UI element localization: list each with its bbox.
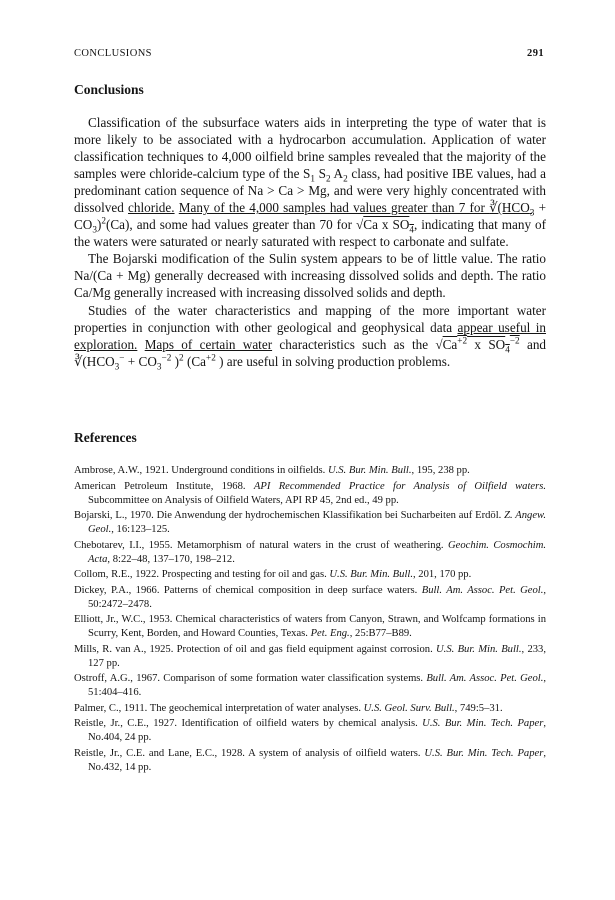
reference-item xyxy=(74,613,546,641)
p3-text: (Ca xyxy=(183,353,206,369)
paragraph-2: The Bojarski modification of the Sulin system appears to be of little value. The ratio Na/(Ca + Mg) generally decreased with increasing dissolved solids and depth. The ratio Ca/Mg generally increased with increasing dissolved solids and depth. xyxy=(74,251,546,301)
p3-underlined: Maps of certain water xyxy=(144,336,273,352)
p1-text: Classification of the subsurface waters aids in interpreting the type of water that is more likely to be associated with a hydrocarbon accumulation. Application of water classification techniques to 4,000 oilfield brine samples revealed that the majority of the samples were chloride-calcium type of the S xyxy=(74,115,546,182)
p1-underlined: chloride. xyxy=(128,200,175,216)
ref-text: Bojarski, L., 1970. Die Anwendung der hydrochemischen Klassifikation bei Sucharbeiten auf Erdöl. xyxy=(74,510,505,522)
ref-text: , 16:123–125. xyxy=(111,524,170,535)
reference-item xyxy=(74,747,546,775)
ref-text: Ostroff, A.G., 1967. Comparison of some formation water classification systems. xyxy=(74,673,427,685)
ref-text: Ambrose, A.W., 1921. Underground conditions in oilfields. xyxy=(74,465,328,476)
p3-text xyxy=(137,337,144,352)
cube-root-symbol: ∛ xyxy=(74,353,83,369)
ref-text: , 8:22–48, 137–170, 198–212. xyxy=(107,553,235,565)
p1-text: class, had positive IBE values, had a predominant cation sequence of Na > Ca > Mg, and were very highly concentrated with dissolved xyxy=(74,166,547,216)
ref-text: , 233, 127 pp. xyxy=(88,643,547,669)
p3-text: + CO xyxy=(124,353,157,369)
ref-source: U.S. Bur. Min. Bull. xyxy=(329,569,413,581)
reference-item xyxy=(74,509,546,537)
p1-text: (Ca), and some had values greater than 70 for xyxy=(105,217,357,233)
p3-text: x SO xyxy=(467,336,506,352)
p1-sup: 2 xyxy=(101,215,106,226)
reference-item xyxy=(74,480,546,508)
ref-text: Collom, R.E., 1922. Prospecting and testing for oil and gas. xyxy=(74,569,330,581)
ref-source: U.S. Bur. Min. Bull. xyxy=(327,465,412,476)
p3-text: and xyxy=(519,336,547,352)
p3-sup: +2 xyxy=(457,335,468,346)
reference-item xyxy=(74,584,546,612)
conclusions-heading: Conclusions xyxy=(74,82,144,97)
ref-text: Reistle, Jr., C.E., 1927. Identification of oilfield waters by chemical analysis. xyxy=(74,718,423,730)
ref-text: Palmer, C., 1911. The geochemical interpretation of water analyses. xyxy=(74,702,364,714)
ref-source: Geochim. Cosmochim. Acta xyxy=(88,539,547,565)
radicand xyxy=(442,335,520,355)
ref-text: American Petroleum Institute, 1968. xyxy=(74,480,254,492)
sqrt-expression xyxy=(356,217,414,235)
reference-item xyxy=(74,464,546,478)
p1-sub: 1 xyxy=(310,173,316,184)
reference-item xyxy=(74,568,546,582)
ref-source: U.S. Geol. Surv. Bull. xyxy=(363,702,455,714)
ref-source: Bull. Am. Assoc. Pet. Geol. xyxy=(421,584,544,596)
ref-text: , 749:5–31. xyxy=(454,702,503,714)
ref-source: Z. Angew. Geol. xyxy=(88,510,546,535)
ref-text: , No.432, 14 pp. xyxy=(88,747,546,773)
ref-text: , 50:2472–2478. xyxy=(88,584,547,610)
p3-sub: 3 xyxy=(114,361,120,372)
p1-text: A xyxy=(330,166,344,182)
ref-text: , 25:B77–B89. xyxy=(349,628,412,640)
running-header xyxy=(74,48,544,64)
p1-text: S xyxy=(315,166,327,182)
running-title: CONCLUSIONS xyxy=(74,48,152,59)
ref-source: U.S. Bur. Min. Tech. Paper xyxy=(422,718,544,730)
reference-item xyxy=(74,539,546,567)
p1-underlined-group xyxy=(178,200,535,218)
conclusions-body xyxy=(74,114,546,370)
ref-text: Chebotarev, I.I., 1955. Metamorphism of natural waters in the crust of weathering. xyxy=(74,539,448,551)
sqrt-expression xyxy=(435,335,520,355)
p3-text: ) xyxy=(171,353,180,369)
radicand xyxy=(363,217,414,235)
p1-text: ) xyxy=(96,217,102,233)
p3-sup: +2 xyxy=(205,352,216,363)
p1-text: Ca x SO xyxy=(363,217,410,233)
reference-item xyxy=(74,672,546,700)
ref-source: U.S. Bur. Min. Bull. xyxy=(436,643,522,655)
ref-text: Dickey, P.A., 1966. Patterns of chemical composition in deep surface waters. xyxy=(74,584,422,596)
reference-item xyxy=(74,717,546,745)
ref-text: Elliott, Jr., W.C., 1953. Chemical characteristics of waters from Canyon, Strawn, and Wolfcamp formations in Scurry, Kent, Borden, and Howard Counties, Texas. xyxy=(74,614,546,640)
page-number: 291 xyxy=(527,48,544,59)
p1-underlined: (HCO xyxy=(497,200,530,216)
p3-text: (HCO xyxy=(82,353,115,369)
p1-sub: 3 xyxy=(529,207,535,218)
ref-source: U.S. Bur. Min. Tech. Paper xyxy=(424,747,544,759)
paragraph-1 xyxy=(74,114,546,250)
p3-text: characteristics such as the xyxy=(272,336,436,352)
references-heading: References xyxy=(74,430,137,445)
cube-root-symbol: ∛ xyxy=(489,200,498,216)
p3-text: Studies of the water characteristics and mapping of the more important water properties in conjunction with other geological and geophysical data xyxy=(74,302,546,335)
ref-text: , 201, 170 pp. xyxy=(412,569,472,581)
p1-sub: 4 xyxy=(409,224,414,235)
reference-item xyxy=(74,643,546,671)
p3-sup: −2 xyxy=(509,335,520,346)
p3-text: Ca xyxy=(442,336,458,352)
ref-text: , 195, 238 pp. xyxy=(411,465,470,476)
p3-text: ) are useful in solving production problems. xyxy=(215,353,451,369)
p1-text: , indicating that many of the waters were saturated or nearly saturated with respect to carbonate and sulfate. xyxy=(74,217,547,250)
ref-source: API Recommended Practice for Analysis of Oilfield waters. xyxy=(253,480,546,492)
ref-source: Bull. Am. Assoc. Pet. Geol. xyxy=(426,673,544,685)
p1-underlined: Many of the 4,000 samples had values greater than 7 for xyxy=(178,200,490,216)
p1-sub: 3 xyxy=(92,224,97,235)
reference-item xyxy=(74,702,546,716)
ref-text: , 51:404–416. xyxy=(88,673,547,699)
p3-sup: 2 xyxy=(179,352,184,363)
p3-sup: −2 xyxy=(161,352,172,363)
ref-text: Reistle, Jr., C.E. and Lane, E.C., 1928. A system of analysis of oilfield waters. xyxy=(74,747,425,759)
ref-text: Mills, R. van A., 1925. Protection of oil and gas field equipment against corrosion. xyxy=(74,643,437,655)
p3-sub: 3 xyxy=(156,361,162,372)
sqrt-symbol: √ xyxy=(435,336,443,352)
p3-underlined: appear useful in exploration. xyxy=(74,319,547,352)
p3-sup: − xyxy=(119,352,125,363)
references-list xyxy=(74,464,546,776)
sqrt-symbol: √ xyxy=(356,217,364,233)
p1-sub: 2 xyxy=(343,173,348,184)
ref-text: Subcommittee on Analysis of Oilfield Waters, API RP 45, 2nd ed., 49 pp. xyxy=(88,494,399,506)
p1-sub: 2 xyxy=(326,173,331,184)
ref-source: Pet. Eng. xyxy=(310,628,350,640)
ref-text: , No.404, 24 pp. xyxy=(88,718,547,744)
p1-text: + CO xyxy=(74,200,547,233)
p3-sub: 4 xyxy=(505,344,510,355)
paragraph-3 xyxy=(74,302,546,370)
